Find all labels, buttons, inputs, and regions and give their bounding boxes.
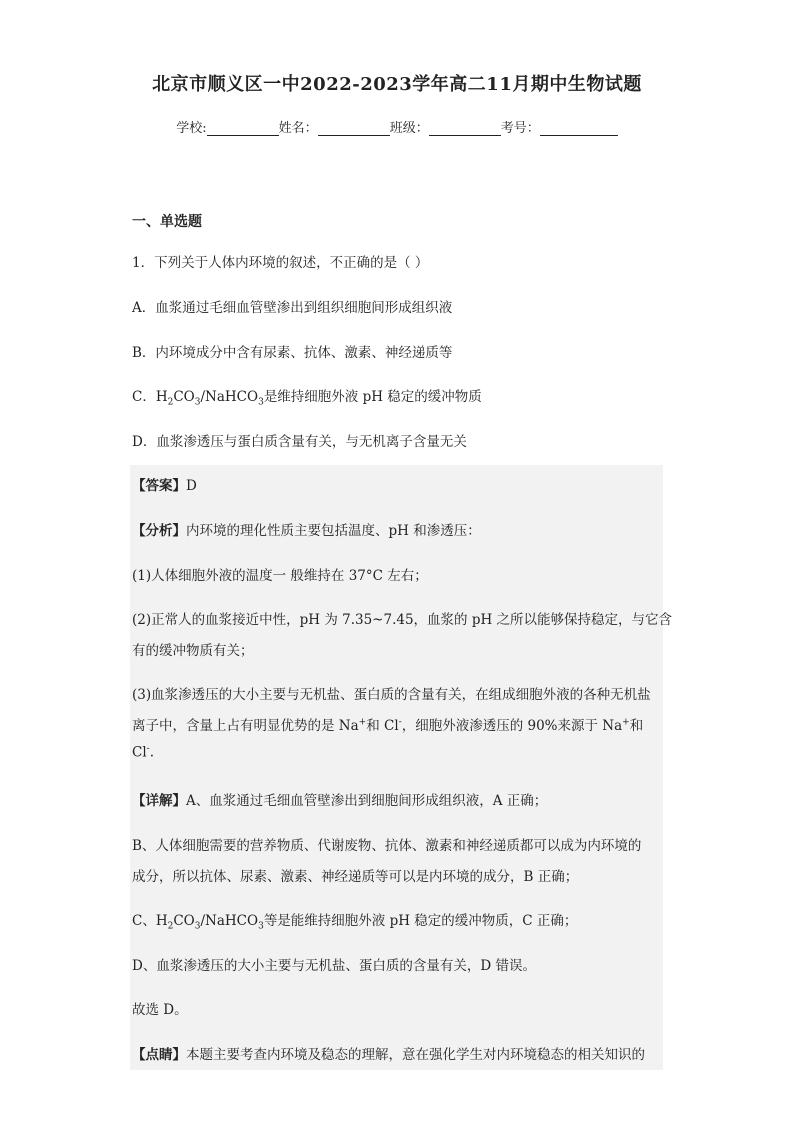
section-title: 一、单选题 bbox=[132, 214, 202, 230]
detail-text: /NaHCO bbox=[200, 913, 259, 929]
subscript: 3 bbox=[194, 921, 201, 932]
superscript: - bbox=[146, 744, 150, 754]
analysis-3b bbox=[132, 714, 643, 734]
comment-text: 本题主要考查内环境及稳态的理解，意在强化学生对内环境稳态的相关知识的 bbox=[186, 1047, 645, 1063]
class-blank bbox=[429, 121, 501, 136]
analysis-tag: 【分析】 bbox=[132, 523, 186, 539]
option-c-text: CO bbox=[173, 389, 195, 405]
option-a: A．血浆通过毛细血管壁渗出到组织细胞间形成组织液 bbox=[132, 300, 453, 316]
conclusion: 故选 D。 bbox=[132, 1002, 188, 1018]
detail-d: D、血浆渗透压的大小主要与无机盐、蛋白质的含量有关，D 错误。 bbox=[132, 958, 536, 974]
school-blank bbox=[207, 121, 279, 136]
option-c bbox=[132, 385, 482, 408]
question-stem: 1．下列关于人体内环境的叙述，不正确的是（ ） bbox=[132, 255, 429, 271]
name-label: 姓名： bbox=[278, 121, 318, 136]
analysis-1: (1)人体细胞外液的温度一 般维持在 37°C 左右； bbox=[132, 568, 428, 584]
detail-c bbox=[132, 909, 577, 932]
answer-panel bbox=[130, 465, 663, 1070]
analysis-text: Cl bbox=[132, 744, 147, 761]
analysis-text: 离子中，含量上占有明显优势的是 Na bbox=[132, 718, 359, 734]
detail-tag: 【详解】 bbox=[132, 793, 186, 809]
analysis-text: 和 bbox=[629, 718, 644, 734]
subscript: 3 bbox=[194, 397, 201, 408]
school-label: 学校: bbox=[176, 121, 207, 136]
detail-a-line bbox=[132, 789, 547, 809]
subscript: 2 bbox=[167, 921, 174, 932]
subscript: 2 bbox=[167, 397, 174, 408]
detail-text: C、H bbox=[132, 913, 168, 929]
student-info-line bbox=[0, 117, 794, 136]
analysis-text: 和 Cl bbox=[366, 718, 399, 734]
analysis-3c bbox=[132, 744, 154, 761]
answer-value: D bbox=[186, 478, 197, 494]
analysis-2a: (2)正常人的血浆接近中性，pH 为 7.35~7.45，血浆的 pH 之所以能够保持稳定，与它含 bbox=[132, 612, 673, 628]
option-c-text: 是维持细胞外液 pH 稳定的缓冲物质 bbox=[263, 389, 482, 405]
option-d: D．血浆渗透压与蛋白质含量有关，与无机离子含量无关 bbox=[132, 434, 467, 450]
subscript: 3 bbox=[258, 397, 264, 408]
name-blank bbox=[318, 121, 390, 136]
subscript: 3 bbox=[258, 921, 264, 932]
superscript: + bbox=[622, 717, 630, 728]
answer-tag: 【答案】 bbox=[132, 478, 186, 494]
answer-line bbox=[132, 474, 197, 494]
class-label: 班级： bbox=[389, 121, 429, 136]
detail-a: A、血浆通过毛细血管壁渗出到细胞间形成组织液，A 正确； bbox=[186, 793, 548, 809]
superscript: - bbox=[398, 717, 402, 728]
superscript: + bbox=[358, 717, 367, 728]
detail-b1: B、人体细胞需要的营养物质、代谢废物、抗体、激素和神经递质都可以成为内环境的 bbox=[132, 838, 642, 854]
analysis-intro-line bbox=[132, 519, 481, 539]
analysis-3a: (3)血浆渗透压的大小主要与无机盐、蛋白质的含量有关，在组成细胞外液的各种无机盐 bbox=[132, 687, 651, 703]
page-title: 北京市顺义区一中2022-2023学年高二11月期中生物试题 bbox=[152, 74, 642, 95]
number-blank bbox=[540, 121, 618, 136]
comment-line bbox=[132, 1043, 645, 1063]
detail-b2: 成分，所以抗体、尿素、激素、神经递质等可以是内环境的成分，B 正确； bbox=[132, 869, 579, 885]
analysis-text: ，细胞外液渗透压的 90%来源于 Na bbox=[401, 718, 623, 734]
comment-tag: 【点睛】 bbox=[132, 1047, 186, 1063]
analysis-text: . bbox=[149, 744, 154, 761]
option-b: B．内环境成分中含有尿素、抗体、激素、神经递质等 bbox=[132, 345, 453, 361]
option-c-text: C．H bbox=[132, 389, 168, 405]
analysis-intro: 内环境的理化性质主要包括温度、pH 和渗透压： bbox=[186, 523, 481, 539]
detail-text: CO bbox=[173, 913, 195, 929]
detail-text: 等是能维持细胞外液 pH 稳定的缓冲物质，C 正确； bbox=[263, 913, 578, 929]
option-c-text: /NaHCO bbox=[200, 389, 259, 405]
number-label: 考号： bbox=[500, 121, 540, 136]
analysis-2b: 有的缓冲物质有关； bbox=[132, 643, 254, 659]
